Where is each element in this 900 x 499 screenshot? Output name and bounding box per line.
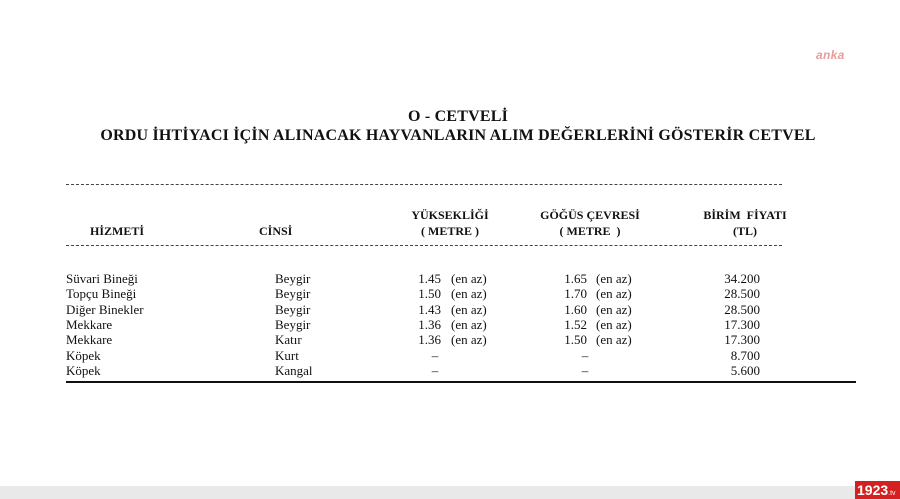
cell-type: Beygir <box>275 316 311 332</box>
cell-chest: 1.60 <box>564 301 587 317</box>
table-bottom-rule <box>66 381 856 383</box>
document-title: O - CETVELİ <box>408 108 508 125</box>
header-price: BİRİM FİYATI (TL) <box>703 208 787 238</box>
cell-type: Kangal <box>275 362 313 378</box>
cell-height: 1.36 <box>418 332 441 348</box>
cell-chest: 1.65 <box>564 271 587 286</box>
header-chest: GÖĞÜS ÇEVRESİ ( METRE ) <box>540 208 640 238</box>
cell-type: Beygir <box>275 301 311 317</box>
cell-price: 17.300 <box>724 316 760 332</box>
cell-type: Kurt <box>275 347 299 363</box>
cell-height: 1.36 <box>418 316 441 332</box>
document-subtitle: ORDU İHTİYACI İÇİN ALINACAK HAYVANLARIN ALIM DEĞERLERİNİ GÖSTERİR CETVEL <box>100 127 816 144</box>
header-bottom-divider <box>66 245 782 246</box>
header-service: HİZMETİ <box>90 224 145 238</box>
anka-watermark: anka <box>816 48 845 62</box>
header-top-divider <box>66 184 782 185</box>
cell-service: Köpek <box>66 362 101 378</box>
cell-price: 28.500 <box>724 301 760 317</box>
cell-service: Topçu Bineği <box>66 286 137 302</box>
cell-height-note: (en az) <box>451 332 487 348</box>
cell-height-note: (en az) <box>451 301 487 317</box>
cell-type: Beygir <box>275 286 311 302</box>
cell-chest-note: (en az) <box>596 332 632 348</box>
cell-height: – <box>431 362 439 378</box>
cell-service: Diğer Binekler <box>66 301 144 317</box>
cell-height: – <box>431 347 439 363</box>
cell-height: 1.50 <box>418 286 441 302</box>
cell-price: 8.700 <box>730 347 760 363</box>
cell-height: 1.43 <box>418 301 441 317</box>
cell-chest-note: (en az) <box>596 316 632 332</box>
cell-price: 5.600 <box>730 362 760 378</box>
cell-height-note: (en az) <box>451 286 487 302</box>
header-height: YÜKSEKLİĞİ ( METRE ) <box>411 208 489 238</box>
cell-chest: 1.50 <box>564 332 587 348</box>
cell-chest-note: (en az) <box>596 286 632 302</box>
footer-bar <box>0 486 860 499</box>
cell-chest: 1.52 <box>564 316 587 332</box>
cell-price: 28.500 <box>724 286 760 302</box>
cell-type: Katır <box>275 332 302 348</box>
cell-price: 17.300 <box>724 332 760 348</box>
cell-type: Beygir <box>275 271 311 286</box>
cell-service: Süvari Bineği <box>66 271 138 286</box>
cell-price: 34.200 <box>724 271 760 286</box>
cell-service: Mekkare <box>66 332 113 348</box>
cell-height-note: (en az) <box>451 271 487 286</box>
header-type: CİNSİ <box>259 224 293 238</box>
cell-height: 1.45 <box>418 271 441 286</box>
cell-chest-note: (en az) <box>596 301 632 317</box>
cell-chest-note: (en az) <box>596 271 632 286</box>
channel-logo: 1923.tv <box>855 481 900 499</box>
cell-service: Mekkare <box>66 316 113 332</box>
cell-chest: – <box>581 362 589 378</box>
cell-chest: – <box>581 347 589 363</box>
cell-chest: 1.70 <box>564 286 587 302</box>
cell-height-note: (en az) <box>451 316 487 332</box>
cell-service: Köpek <box>66 347 101 363</box>
